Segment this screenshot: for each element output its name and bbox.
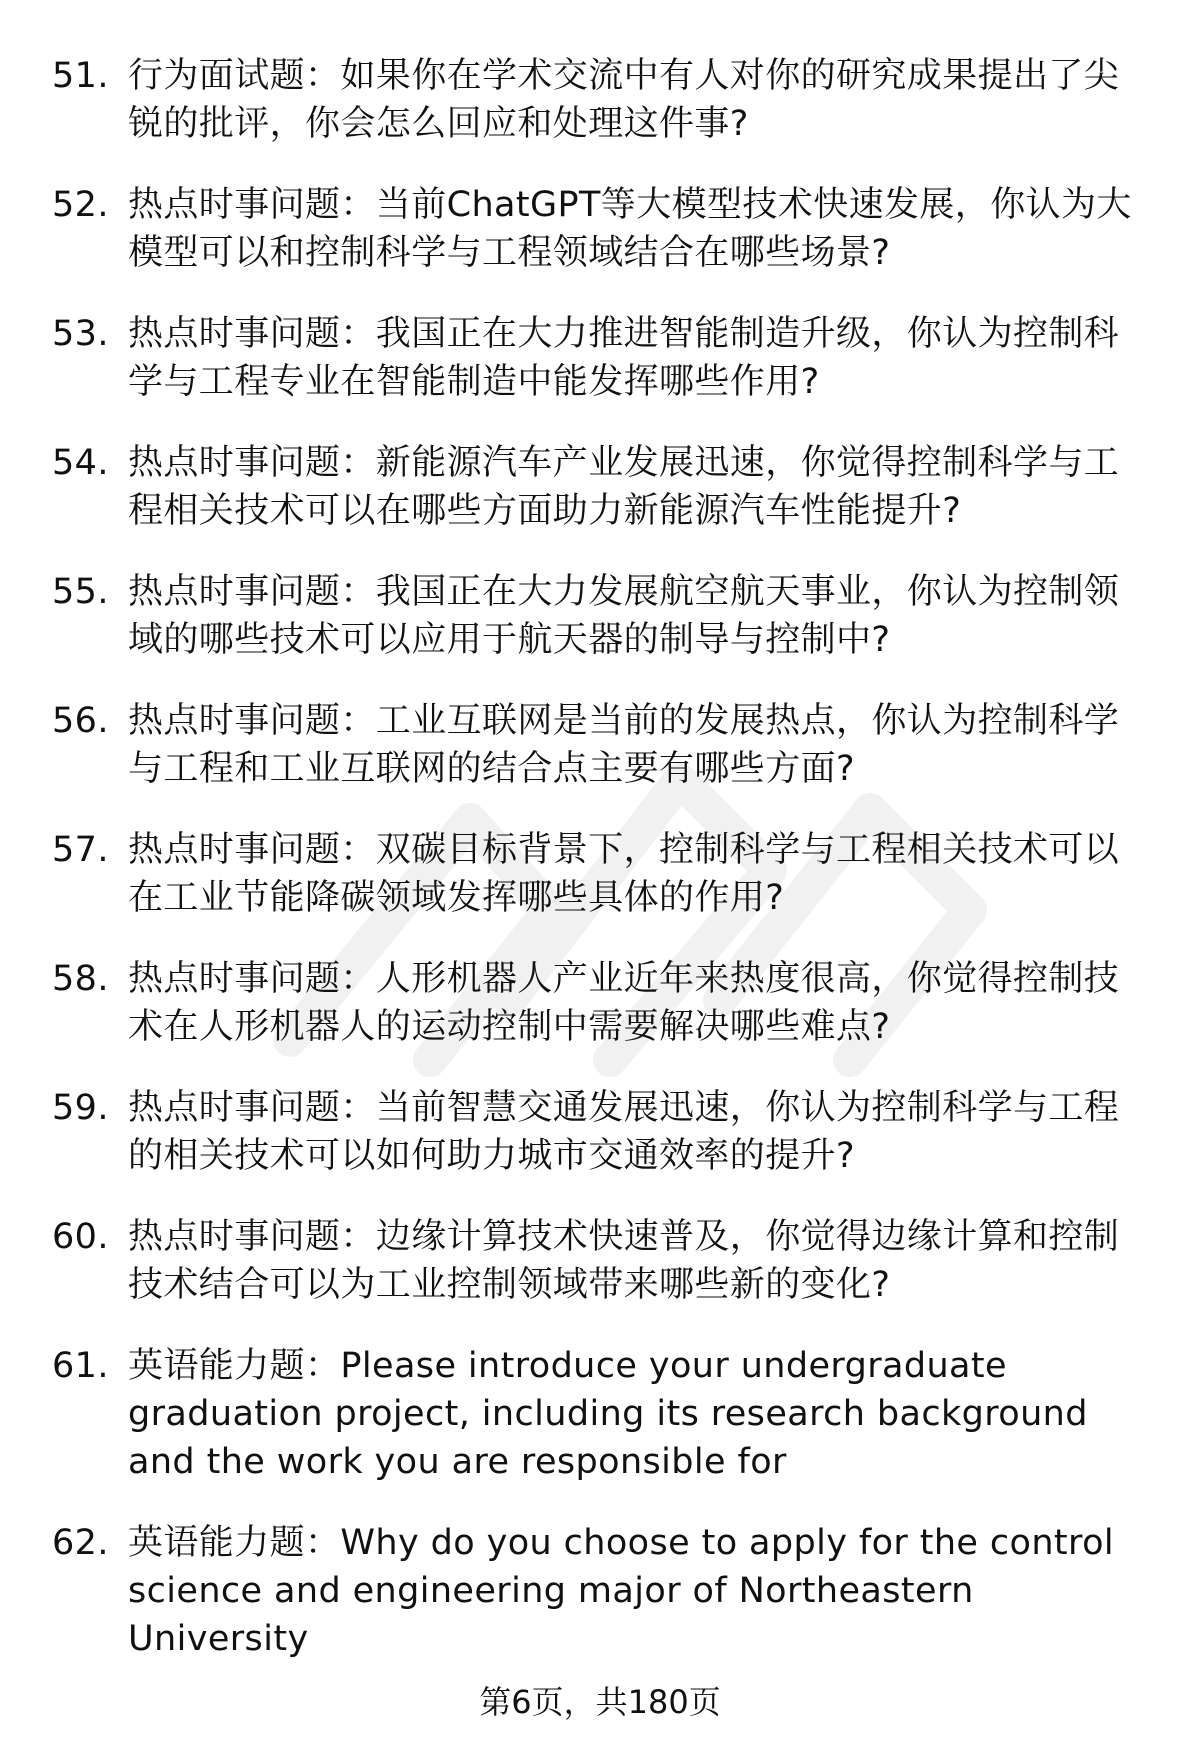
question-text: 英语能力题：Please introduce your undergraduate graduation project, including its research background and the work you are responsible for [128,1346,1088,1482]
list-item [0,1213,1200,1309]
question-text: 热点时事问题：边缘计算技术快速普及，你觉得边缘计算和控制技术结合可以为工业控制领域带来哪些新的变化? [128,1217,1120,1305]
question-number: 51. [52,56,109,96]
list-item [0,697,1200,793]
question-number: 61. [52,1346,109,1386]
question-text: 热点时事问题：当前智慧交通发展迅速，你认为控制科学与工程的相关技术可以如何助力城市交通效率的提升? [128,1088,1120,1176]
page-footer: 第6页，共180页 [479,1683,721,1721]
question-number: 57. [52,830,109,870]
question-number: 58. [52,959,109,999]
question-text: 英语能力题：Why do you choose to apply for the control science and engineering major of Northeastern University [128,1523,1115,1659]
list-item [0,1519,1200,1663]
list-item [0,1342,1200,1486]
list-item [0,826,1200,922]
question-list [0,52,1200,1696]
list-item [0,310,1200,406]
list-item [0,568,1200,664]
question-number: 53. [52,314,109,354]
list-item [0,439,1200,535]
question-text: 热点时事问题：工业互联网是当前的发展热点，你认为控制科学与工程和工业互联网的结合点主要有哪些方面? [128,701,1120,789]
question-text: 热点时事问题：我国正在大力发展航空航天事业，你认为控制领域的哪些技术可以应用于航天器的制导与控制中? [128,572,1120,660]
question-number: 62. [52,1523,109,1563]
question-number: 59. [52,1088,109,1128]
question-number: 54. [52,443,109,483]
question-number: 52. [52,185,109,225]
question-text: 行为面试题：如果你在学术交流中有人对你的研究成果提出了尖锐的批评，你会怎么回应和处理这件事? [128,56,1120,144]
list-item [0,1084,1200,1180]
list-item [0,52,1200,148]
question-number: 60. [52,1217,109,1257]
list-item [0,955,1200,1051]
question-text: 热点时事问题：双碳目标背景下，控制科学与工程相关技术可以在工业节能降碳领域发挥哪些具体的作用? [128,830,1120,918]
question-text: 热点时事问题：当前ChatGPT等大模型技术快速发展，你认为大模型可以和控制科学与工程领域结合在哪些场景? [128,185,1132,273]
question-text: 热点时事问题：新能源汽车产业发展迅速，你觉得控制科学与工程相关技术可以在哪些方面助力新能源汽车性能提升? [128,443,1120,531]
question-text: 热点时事问题：人形机器人产业近年来热度很高，你觉得控制技术在人形机器人的运动控制中需要解决哪些难点? [128,959,1120,1047]
question-number: 56. [52,701,109,741]
list-item [0,181,1200,277]
question-number: 55. [52,572,109,612]
question-text: 热点时事问题：我国正在大力推进智能制造升级，你认为控制科学与工程专业在智能制造中能发挥哪些作用? [128,314,1120,402]
